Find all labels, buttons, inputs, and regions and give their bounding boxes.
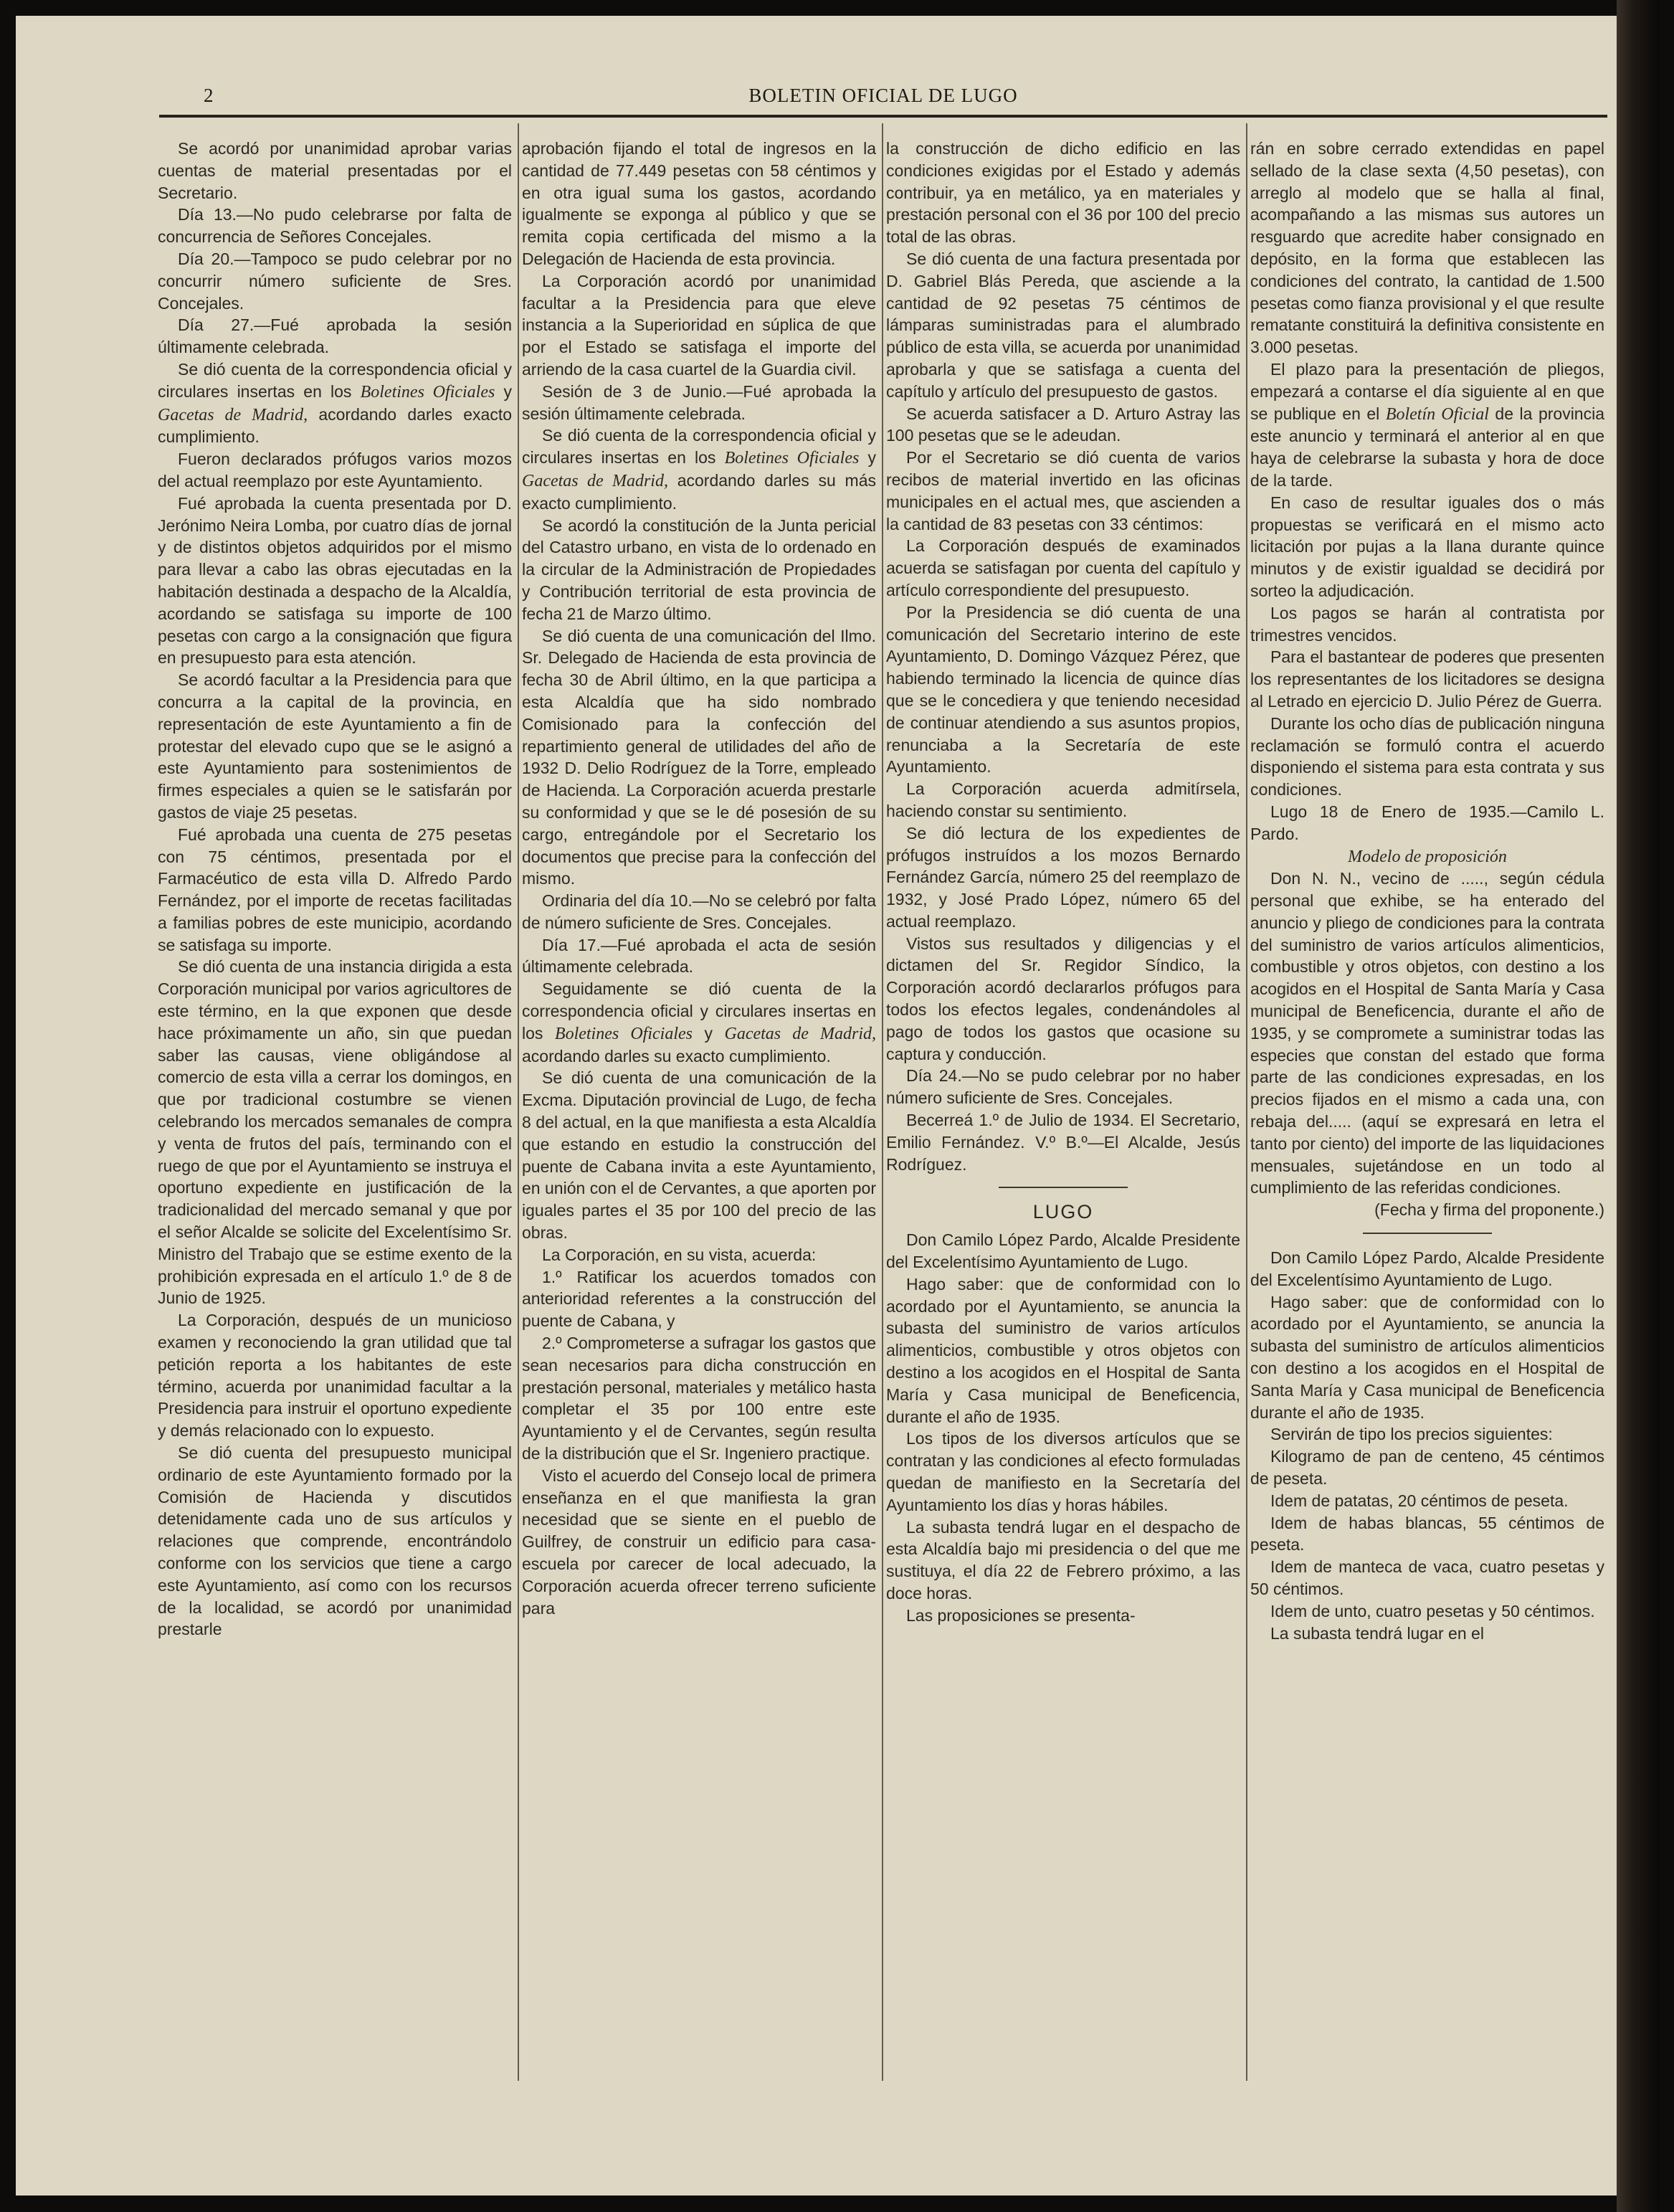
- paragraph: [522, 1067, 876, 1243]
- text-run: El plazo para la presentación de pliegos, empezará a contarse el día siguiente al en que se publique en el: [1250, 359, 1604, 423]
- text-run: Seguidamente se dió cuenta de la correspondencia oficial y circulares insertas en los: [522, 979, 876, 1043]
- text-run: Vistos sus resultados y diligencias y el dictamen del Sr. Regidor Síndico, la Corporación acordó declararlos prófugos para todos los efectos legales, condenándoles al pago de todos los gastos que ocasione su captura y conducción.: [886, 934, 1240, 1063]
- text-run: de la provincia este anuncio y terminará el anterior al en que haya de celebrarse la subasta y hora de doce de la tarde.: [1250, 404, 1604, 490]
- paragraph: [1250, 646, 1604, 712]
- newspaper-page: [16, 16, 1635, 2196]
- paragraph: [522, 1332, 876, 1465]
- italic-run: Modelo de proposición: [1348, 847, 1507, 866]
- page-header: [159, 85, 1607, 116]
- text-run: Las proposiciones se presenta-: [906, 1605, 1136, 1625]
- text-run: Idem de habas blancas, 55 céntimos de peseta.: [1250, 1513, 1604, 1554]
- text-run: acordando darles su exacto cumplimiento.: [522, 1046, 831, 1065]
- paragraph: [522, 934, 876, 979]
- text-run: Se dió cuenta de una factura presentada por D. Gabriel Blás Pereda, que asciende a la cantidad de 92 pesetas 75 céntimos de lámparas suministradas para el alumbrado público de esta villa, se acuerda por unanimidad aprobarla y que se satisfaga a cuenta del capítulo y artículo del presupuesto de gastos.: [886, 249, 1240, 401]
- italic-run: Gacetas de Madrid,: [158, 405, 308, 424]
- paragraph: [522, 381, 876, 425]
- paragraph: [158, 1309, 512, 1442]
- text-run: Becerreá 1.º de Julio de 1934. El Secretario, Emilio Fernández. V.º B.º—El Alcalde, Jesús Rodríguez.: [886, 1111, 1240, 1174]
- paragraph: [1250, 868, 1604, 1199]
- text-run: y: [859, 448, 876, 467]
- text-column-3: [886, 138, 1240, 2074]
- text-run: Kilogramo de pan de centeno, 45 céntimos de peseta.: [1250, 1447, 1604, 1489]
- paragraph: [158, 448, 512, 493]
- paragraph: [1250, 1423, 1604, 1446]
- paragraph: [158, 1442, 512, 1641]
- text-run: Se dió cuenta de la correspondencia oficial y circulares insertas en los: [522, 426, 876, 467]
- text-run: Se acordó facultar a la Presidencia para que concurra a la capital de la provincia, en representación de este Ayuntamiento a fin de protestar del elevado cupo que se le asignó a este Ayuntamiento para sostenimientos de firmes especiales a quien se le satisfarán por gastos de viaje 25 pesetas.: [158, 670, 512, 822]
- text-run: Fué aprobada la cuenta presentada por D. Jerónimo Neira Lomba, por cuatro días de jornal y de distintos objetos adquiridos por el mismo para llevar a cabo las obras ejecutadas en la habitación destinada a despacho de la Alcaldía, acordando se satisfaga su importe de 100 pesetas con cargo a la consignación que figura en presupuesto para esta atención.: [158, 493, 512, 668]
- text-run: La Corporación, después de un municioso examen y reconociendo la gran utilidad que tal petición reporta a los habitantes de este término, acuerda por unanimidad facultar a la Presidencia para instruir el oportuno expediente y demás relacionado con lo expuesto.: [158, 1311, 512, 1440]
- paragraph: [886, 822, 1240, 933]
- text-run: Fueron declarados prófugos varios mozos del actual reemplazo por este Ayuntamiento.: [158, 450, 512, 490]
- text-run: Hago saber: que de conformidad con lo acordado por el Ayuntamiento, se anuncia la subasta del suministro de artículos alimenticios con destino a los acogidos en el Hospital de Santa María y Casa municipal de Beneficencia durante el año de 1935.: [1250, 1292, 1604, 1422]
- paragraph: [522, 1244, 876, 1266]
- paragraph: [522, 890, 876, 934]
- italic-run: Gacetas de Madrid,: [724, 1024, 876, 1043]
- paragraph: [1250, 713, 1604, 801]
- text-run: Don Camilo López Pardo, Alcalde Presidente del Excelentísimo Ayuntamiento de Lugo.: [1250, 1248, 1604, 1289]
- text-run: Día 20.—Tampoco se pudo celebrar por no concurrir número suficiente de Sres. Concejales.: [158, 249, 512, 313]
- paragraph: [1250, 138, 1604, 359]
- paragraph: [886, 933, 1240, 1065]
- paragraph: [886, 602, 1240, 778]
- paragraph: [158, 493, 512, 669]
- text-run: la construcción de dicho edificio en las condiciones exigidas por el Estado y además contribuir, ya en metálico, ya en materiales y prestación personal con el 36 por 100 del precio total de las obras.: [886, 139, 1240, 247]
- paragraph: [886, 1516, 1240, 1605]
- italic-run: Gacetas de Madrid,: [522, 471, 668, 490]
- text-run: 1.º Ratificar los acuerdos tomados con anterioridad referentes a la construcción del puente de Cabana, y: [522, 1267, 876, 1331]
- text-run: Por el Secretario se dió cuenta de varios recibos de material invertido en las oficinas municipales en el actual mes, que ascienden a la cantidad de 83 pesetas con 33 céntimos:: [886, 448, 1240, 533]
- paragraph: [1250, 845, 1604, 868]
- section-divider: [999, 1187, 1128, 1188]
- paragraph: [886, 447, 1240, 535]
- paragraph: [158, 138, 512, 204]
- paragraph: [158, 314, 512, 359]
- text-run: La Corporación acuerda admitírsela, haciendo constar su sentimiento.: [886, 779, 1240, 820]
- text-run: Visto el acuerdo del Consejo local de primera enseñanza en el que manifiesta la gran necesidad que se siente en el pueblo de Guilfrey, de construir un edificio para casa-escuela por carecer de local adecuado, la Corporación acuerda ofrecer terreno suficiente para: [522, 1466, 876, 1618]
- paragraph: [886, 1065, 1240, 1109]
- paragraph: [886, 1428, 1240, 1516]
- text-run: La subasta tendrá lugar en el: [1270, 1623, 1484, 1643]
- paragraph: [522, 138, 876, 270]
- paragraph: [886, 138, 1240, 248]
- text-run: Idem de patatas, 20 céntimos de peseta.: [1270, 1491, 1569, 1510]
- paragraph: [158, 669, 512, 824]
- text-run: rán en sobre cerrado extendidas en papel sellado de la clase sexta (4,50 pesetas), con arreglo al modelo que se halla al final, acompañando a las mismas sus autores un resguardo que acredite haber consignado en depósito, en la forma que establecen las condiciones del contrato, la cantidad de 1.500 pesetas como fianza provisional y el que resulte rematante constituirá la definitiva consistente en 3.000 pesetas.: [1250, 139, 1604, 357]
- paragraph: [886, 1109, 1240, 1175]
- paragraph: [886, 1229, 1240, 1273]
- paragraph: [1250, 1291, 1604, 1424]
- text-run: La Corporación después de examinados acuerda se satisfagan por cuenta del capítulo y artículo correspondiente del presupuesto.: [886, 536, 1240, 599]
- book-binding-edge: [1617, 0, 1660, 2212]
- text-run: 2.º Comprometerse a sufragar los gastos que sean necesarios para dicha construcción en prestación personal, materiales y metálico hasta completar el 35 por 100 entre este Ayuntamiento y el de Cervantes, según resulta de la distribución que el Sr. Ingeniero practique.: [522, 1334, 876, 1463]
- text-run: La Corporación, en su vista, acuerda:: [542, 1245, 817, 1264]
- text-column-4: [1250, 138, 1604, 2074]
- text-run: Día 27.—Fué aprobada la sesión últimamente celebrada.: [158, 315, 512, 357]
- paragraph: [1250, 1623, 1604, 1645]
- paragraph: [886, 1605, 1240, 1627]
- text-run: Don N. N., vecino de ....., según cédula personal que exhibe, se ha enterado del anuncio y pliego de condiciones para la contrata del suministro de varios artículos alimenticios, combustible y otros objetos, con destino a los acogidos en el Hospital de Santa María y Casa municipal de Beneficencia, durante el año de 1935, y se compromete a suministrar todas las especies que constan del estado que forma parte de las condiciones expresadas, en los precios fijados en el mismo a cada una, con rebaja del..... (aquí se expresará en letra el tanto por ciento) del importe de las liquidaciones mensuales, sujetándose en un todo al cumplimiento de las referidas condiciones.: [1250, 869, 1604, 1197]
- paragraph: [522, 270, 876, 381]
- text-run: y: [495, 381, 512, 401]
- text-run: Se dió cuenta de una comunicación del Ilmo. Sr. Delegado de Hacienda de esta provincia de fecha 30 de Abril último, en la que participa a esta Alcaldía que ha sido nombrado Comisionado para la confección del repartimiento general de utilidades del año de 1932 D. Delio Rodríguez de la Torre, empleado de Hacienda. La Corporación acuerda prestarle su conformidad y que se le dé posesión de su cargo, entregándole por el Secretario los documentos que precise para la confección del mismo.: [522, 626, 876, 888]
- paragraph: [522, 1266, 876, 1332]
- text-run: Día 13.—No pudo celebrarse por falta de concurrencia de Señores Concejales.: [158, 205, 512, 247]
- paragraph: [158, 824, 512, 957]
- text-run: Idem de manteca de vaca, cuatro pesetas y 50 céntimos.: [1250, 1557, 1604, 1598]
- paragraph: [1250, 1512, 1604, 1557]
- text-run: Se dió cuenta de una comunicación de la Excma. Diputación provincial de Lugo, de fecha 8 del actual, en la que manifiesta a esta Alcaldía que estando en estudio la construcción del puente de Cabana invita a este Ayuntamiento, en unión con el de Cervantes, a que aporten por iguales partes el 35 por 100 del precio de las obras.: [522, 1068, 876, 1243]
- column-divider: [1246, 123, 1247, 2081]
- paragraph: [1250, 1446, 1604, 1490]
- text-run: Se dió cuenta de una instancia dirigida a esta Corporación municipal por varios agricultores de este término, en la que exponen que desde hace próximamente un año, sin que puedan saber las causas, viene obligándose al comercio de esta villa a cerrar los domingos, en que por tradicional costumbre se vienen celebrando los mercados semanales de compra y venta de frutos del país, terminando con el ruego de que por el Ayuntamiento se instruya el oportuno expediente en justificación de la tradicionalidad del mercado semanal y que por el señor Alcalde se solicite del Excelentísimo Sr. Ministro del Trabajo que se estime exento de la prohibición expresada en el artículo 1.º de 8 de Junio de 1925.: [158, 957, 512, 1308]
- paragraph: [886, 248, 1240, 403]
- paragraph: [158, 204, 512, 248]
- paragraph: [1250, 801, 1604, 845]
- text-run: Se acordó por unanimidad aprobar varias cuentas de material presentadas por el Secretario.: [158, 139, 512, 202]
- paragraph: [522, 424, 876, 514]
- paragraph: [886, 1273, 1240, 1428]
- text-run: Día 24.—No se pudo celebrar por no haber número suficiente de Sres. Concejales.: [886, 1066, 1240, 1108]
- publication-title: BOLETIN OFICIAL DE LUGO: [748, 85, 1018, 106]
- text-run: acordando darles exacto cumplimiento.: [158, 404, 512, 447]
- paragraph: [158, 956, 512, 1309]
- section-title: [886, 1201, 1240, 1223]
- text-column-1: [158, 138, 512, 2074]
- text-run: LUGO: [1032, 1201, 1094, 1223]
- paragraph: [886, 535, 1240, 601]
- text-run: Por la Presidencia se dió cuenta de una comunicación del Secretario interino de este Ayuntamiento, D. Domingo Vázquez Pérez, que habiendo terminado la licencia de quince días que se le concediera y que teniendo necesidad de continuar atendiendo a sus asuntos propios, renunciaba a la Secretaría de este Ayuntamiento.: [886, 602, 1240, 777]
- text-run: Los pagos se harán al contratista por trimestres vencidos.: [1250, 603, 1604, 645]
- text-run: Servirán de tipo los precios siguientes:: [1270, 1425, 1553, 1444]
- paragraph: [1250, 1600, 1604, 1623]
- paragraph: [1250, 1199, 1604, 1221]
- header-rule: [159, 115, 1607, 118]
- text-run: Don Camilo López Pardo, Alcalde Presidente del Excelentísimo Ayuntamiento de Lugo.: [886, 1230, 1240, 1272]
- text-run: aprobación fijando el total de ingresos en la cantidad de 77.449 pesetas con 58 céntimos y en otra igual suma los gastos, acordando igualmente se exponga al público y que se remita copia certificada del mismo a la Delegación de Hacienda de esta provincia.: [522, 139, 876, 268]
- paragraph: [886, 403, 1240, 447]
- text-column-2: [522, 138, 876, 2074]
- column-divider: [882, 123, 883, 2081]
- text-run: Para el bastantear de poderes que presenten los representantes de los licitadores se designa al Letrado en ejercicio D. Julio Pérez de Guerra.: [1250, 647, 1604, 711]
- section-divider: [1363, 1233, 1492, 1234]
- paragraph: [1250, 602, 1604, 647]
- paragraph: [158, 248, 512, 314]
- text-run: Se acuerda satisfacer a D. Arturo Astray las 100 pesetas que se le adeudan.: [886, 404, 1240, 445]
- text-run: Fué aprobada una cuenta de 275 pesetas con 75 céntimos, presentada por el Farmacéutico de esta villa D. Alfredo Pardo Fernández, por el importe de recetas facilitadas a familias pobres de este municipio, acordando se satisfaga su importe.: [158, 825, 512, 954]
- text-run: En caso de resultar iguales dos o más propuestas se verificará en el mismo acto licitación por pujas a la llana durante quince minutos y de existir igualdad se decidirá por sorteo la adjudicación.: [1250, 493, 1604, 600]
- paragraph: [522, 978, 876, 1067]
- text-run: Lugo 18 de Enero de 1935.—Camilo L. Pardo.: [1250, 802, 1604, 843]
- text-run: y: [692, 1023, 725, 1043]
- italic-run: Boletines Oficiales: [360, 382, 495, 402]
- paragraph: [1250, 359, 1604, 492]
- text-run: (Fecha y firma del proponente.): [1374, 1200, 1604, 1220]
- text-run: acordando darles su más exacto cumplimiento.: [522, 470, 876, 513]
- paragraph: [522, 515, 876, 625]
- text-run: Se acordó la constitución de la Junta pericial del Catastro urbano, en vista de lo ordenado en la circular de la Administración de Propiedades y Contribución territorial de esta provincia de fecha 21 de Marzo último.: [522, 516, 876, 623]
- paragraph: [1250, 1556, 1604, 1600]
- text-run: Durante los ocho días de publicación ninguna reclamación se formuló contra el acuerdo disponiendo el sistema para esta contrata y sus condiciones.: [1250, 713, 1604, 799]
- text-run: Se dió cuenta del presupuesto municipal ordinario de este Ayuntamiento formado por la Comisión de Hacienda y discutidos detenidamente cada uno de sus artículos y relaciones que comprende, encontrándolo conforme con los servicios que tiene a cargo este Ayuntamiento, así como con los recursos de la localidad, se acordó por unanimidad prestarle: [158, 1443, 512, 1639]
- text-run: La Corporación acordó por unanimidad facultar a la Presidencia para que eleve instancia a la Superioridad en súplica de que por el Estado se satisfaga el importe del arriendo de la casa cuartel de la Guardia civil.: [522, 271, 876, 379]
- paragraph: [158, 359, 512, 448]
- paragraph: [1250, 492, 1604, 602]
- paragraph: [522, 625, 876, 891]
- paragraph: [1250, 1247, 1604, 1291]
- italic-run: Boletín Oficial: [1385, 404, 1489, 424]
- text-run: Sesión de 3 de Junio.—Fué aprobada la sesión últimamente celebrada.: [522, 381, 876, 423]
- paragraph: [886, 778, 1240, 822]
- text-run: Día 17.—Fué aprobada el acta de sesión últimamente celebrada.: [522, 935, 876, 977]
- paragraph: [522, 1465, 876, 1620]
- page-number: 2: [204, 85, 214, 106]
- text-run: Ordinaria del día 10.—No se celebró por falta de número suficiente de Sres. Concejales.: [522, 891, 876, 932]
- text-run: Se dió cuenta de la correspondencia oficial y circulares insertas en los: [158, 359, 512, 401]
- text-run: Idem de unto, cuatro pesetas y 50 céntimos.: [1270, 1601, 1595, 1620]
- paragraph: [1250, 1490, 1604, 1512]
- italic-run: Boletines Oficiales: [554, 1024, 693, 1043]
- text-run: Los tipos de los diversos artículos que se contratan y las condiciones al efecto formuladas quedan de manifiesto en la Secretaría del Ayuntamiento los días y horas hábiles.: [886, 1429, 1240, 1514]
- text-run: Hago saber: que de conformidad con lo acordado por el Ayuntamiento, se anuncia la subasta del suministro de varios artículos alimenticios, combustible y otros objetos con destino a los acogidos en el Hospital de Santa María y Casa municipal de Beneficencia, durante el año de 1935.: [886, 1274, 1240, 1426]
- text-run: Se dió lectura de los expedientes de prófugos instruídos a los mozos Bernardo Fernández García, número 25 del reemplazo de 1932, y José Prado López, número 65 del actual reemplazo.: [886, 823, 1240, 931]
- italic-run: Boletines Oficiales: [724, 449, 860, 468]
- text-run: La subasta tendrá lugar en el despacho de esta Alcaldía bajo mi presidencia o del que me sustituya, el día 22 de Febrero próximo, a las doce horas.: [886, 1517, 1240, 1603]
- column-divider: [518, 123, 519, 2081]
